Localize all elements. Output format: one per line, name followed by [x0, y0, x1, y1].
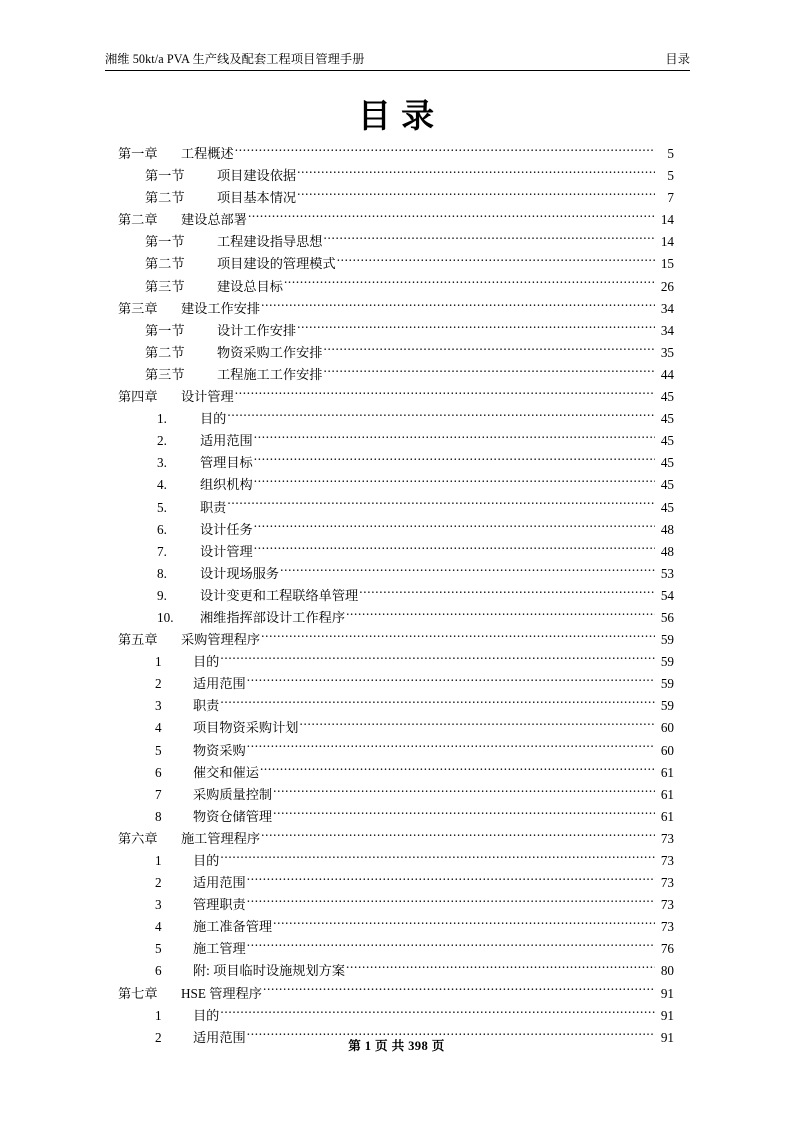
toc-entry[interactable]	[118, 474, 674, 496]
toc-leader-dots	[220, 653, 655, 666]
toc-entry[interactable]	[118, 253, 674, 275]
toc-entry-page-number: 60	[660, 720, 674, 736]
toc-entry-page-number: 5	[667, 168, 674, 184]
toc-leader-dots	[273, 808, 655, 821]
toc-entry-page-number: 48	[660, 521, 674, 537]
toc-entry-number: 9.	[157, 587, 167, 603]
toc-entry[interactable]	[118, 298, 674, 320]
toc-entry-page-number: 73	[660, 830, 674, 846]
toc-entry-page-number: 35	[660, 344, 674, 360]
toc-entry-page-number: 60	[660, 742, 674, 758]
toc-leader-dots	[260, 763, 655, 776]
toc-leader-dots	[284, 277, 655, 290]
toc-entry-label: 工程施工工作安排	[217, 366, 323, 382]
toc-entry-page-number: 26	[660, 278, 674, 294]
toc-entry-page-number: 45	[660, 477, 674, 493]
page-title: 目 录	[357, 99, 436, 135]
toc-leader-dots	[324, 233, 656, 246]
toc-entry-label: 设计工作安排	[217, 322, 297, 338]
toc-entry[interactable]	[118, 231, 674, 253]
toc-entry-number: 第二章	[118, 212, 158, 228]
toc-leader-dots	[247, 741, 655, 754]
toc-entry[interactable]	[118, 1005, 674, 1027]
toc-entry-label: 管理目标	[200, 455, 253, 471]
toc-entry[interactable]	[118, 386, 674, 408]
toc-entry-number: 2.	[157, 433, 167, 449]
toc-entry-page-number: 61	[660, 786, 674, 802]
toc-entry-label: 设计管理	[200, 543, 253, 559]
toc-entry-number: 第一节	[145, 168, 185, 184]
toc-entry-page-number: 73	[660, 853, 674, 868]
toc-entry[interactable]	[118, 364, 674, 386]
toc-entry-page-number: 34	[660, 300, 674, 316]
toc-entry-number: 3	[155, 698, 162, 714]
toc-entry[interactable]	[118, 717, 674, 739]
toc-entry[interactable]	[118, 143, 674, 165]
toc-entry[interactable]	[118, 938, 674, 960]
toc-entry-number: 第三节	[145, 366, 185, 382]
toc-entry-number: 6	[155, 764, 162, 780]
toc-entry-page-number: 54	[660, 587, 674, 603]
toc-entry-label: 设计管理	[181, 389, 234, 405]
toc-entry[interactable]	[118, 276, 674, 298]
toc-entry[interactable]	[118, 983, 674, 1005]
toc-entry-page-number: 45	[660, 411, 674, 427]
table-of-contents	[118, 143, 674, 1049]
toc-entry-page-number: 45	[660, 433, 674, 449]
toc-entry-number: 第三章	[118, 300, 158, 316]
toc-entry-label: 湘维指挥部设计工作程序	[200, 609, 346, 625]
toc-entry[interactable]	[118, 497, 674, 519]
toc-leader-dots	[248, 211, 655, 224]
toc-entry-label: 目的	[193, 654, 220, 670]
toc-entry-page-number: 91	[660, 1007, 674, 1023]
toc-entry-page-number: 53	[660, 565, 674, 581]
toc-entry-number: 3	[155, 897, 162, 913]
toc-entry-page-number: 59	[660, 654, 674, 670]
toc-entry-number: 5.	[157, 499, 167, 515]
toc-leader-dots	[235, 388, 655, 401]
toc-leader-dots	[227, 498, 655, 511]
toc-entry-number: 第七章	[118, 985, 158, 1001]
toc-entry[interactable]	[118, 342, 674, 364]
toc-leader-dots	[247, 874, 655, 887]
toc-entry[interactable]	[118, 430, 674, 452]
toc-entry-number: 4	[155, 919, 162, 935]
toc-entry-page-number: 7	[667, 190, 674, 206]
header-section-label: 目录	[665, 52, 690, 66]
toc-entry-page-number: 61	[660, 764, 674, 780]
toc-entry-label: 附: 项目临时设施规划方案	[193, 963, 346, 979]
toc-entry-number: 第四章	[118, 389, 158, 405]
toc-entry[interactable]	[118, 187, 674, 209]
toc-entry-number: 第一节	[145, 322, 185, 338]
toc-leader-dots	[324, 344, 656, 357]
toc-entry-page-number: 56	[660, 609, 674, 625]
toc-entry-page-number: 5	[667, 146, 674, 161]
toc-leader-dots	[254, 476, 655, 489]
toc-entry-number: 8.	[157, 565, 167, 581]
toc-entry-number: 7	[155, 786, 162, 802]
toc-leader-dots	[247, 675, 655, 688]
toc-entry-page-number: 76	[660, 941, 674, 957]
toc-entry-label: 设计变更和工程联络单管理	[200, 587, 359, 603]
toc-entry-label: 工程建设指导思想	[217, 234, 323, 250]
toc-entry[interactable]	[118, 519, 674, 541]
toc-leader-dots	[261, 299, 655, 312]
toc-entry[interactable]	[118, 673, 674, 695]
toc-entry-label: 采购管理程序	[181, 632, 261, 648]
toc-entry-label: 项目物资采购计划	[193, 720, 299, 736]
toc-entry-label: 建设总部署	[181, 212, 247, 228]
toc-entry-number: 第五章	[118, 632, 158, 648]
toc-entry-label: 设计任务	[200, 521, 253, 537]
toc-entry[interactable]	[118, 740, 674, 762]
toc-entry[interactable]	[118, 165, 674, 187]
toc-entry-number: 第一节	[145, 234, 185, 250]
toc-leader-dots	[261, 830, 655, 843]
toc-leader-dots	[297, 167, 655, 180]
toc-entry[interactable]	[118, 872, 674, 894]
toc-entry-number: 第二节	[145, 344, 185, 360]
toc-entry-page-number: 45	[660, 455, 674, 471]
toc-entry-page-number: 73	[660, 919, 674, 935]
toc-entry-number: 1	[155, 1007, 162, 1023]
toc-entry-page-number: 59	[660, 698, 674, 714]
toc-leader-dots	[235, 145, 655, 158]
toc-entry-label: 物资仓储管理	[193, 808, 273, 824]
toc-entry[interactable]	[118, 563, 674, 585]
toc-entry-label: 施工管理程序	[181, 830, 261, 846]
toc-entry[interactable]	[118, 828, 674, 850]
toc-entry-label: 适用范围	[193, 676, 246, 692]
toc-entry-page-number: 73	[660, 897, 674, 913]
toc-entry-number: 5	[155, 941, 162, 957]
toc-entry[interactable]	[118, 762, 674, 784]
toc-entry[interactable]	[118, 585, 674, 607]
toc-entry[interactable]	[118, 209, 674, 231]
toc-leader-dots	[247, 940, 655, 953]
toc-leader-dots	[273, 918, 655, 931]
toc-entry-page-number: 91	[660, 1029, 674, 1045]
toc-leader-dots	[227, 410, 655, 423]
header-document-title: 湘维 50kt/a PVA 生产线及配套工程项目管理手册	[105, 52, 365, 66]
toc-entry[interactable]	[118, 806, 674, 828]
toc-entry-label: 适用范围	[193, 875, 246, 891]
toc-entry-page-number: 48	[660, 543, 674, 559]
toc-entry-number: 6.	[157, 521, 167, 537]
toc-entry-number: 1.	[157, 411, 167, 427]
toc-entry-page-number: 34	[660, 322, 674, 338]
toc-entry-label: 职责	[200, 499, 227, 515]
page-footer: 第 1 页 共 398 页	[348, 1039, 445, 1053]
toc-entry-label: 工程概述	[181, 146, 234, 161]
running-header	[105, 52, 690, 71]
toc-entry-number: 2	[155, 875, 162, 891]
toc-entry-label: 催交和催运	[193, 764, 259, 780]
toc-entry[interactable]	[118, 408, 674, 430]
toc-entry-number: 6	[155, 963, 162, 979]
toc-entry-label: HSE 管理程序	[181, 985, 262, 1001]
toc-entry-number: 8	[155, 808, 162, 824]
toc-entry-page-number: 45	[660, 389, 674, 405]
toc-entry-label: 管理职责	[193, 897, 246, 913]
toc-entry-label: 项目建设依据	[217, 168, 297, 184]
toc-entry-label: 目的	[193, 1007, 220, 1023]
toc-entry-label: 建设总目标	[217, 278, 283, 294]
toc-entry[interactable]	[118, 651, 674, 673]
toc-leader-dots	[247, 896, 655, 909]
toc-leader-dots	[220, 852, 655, 865]
toc-entry[interactable]	[118, 452, 674, 474]
toc-leader-dots	[220, 1006, 655, 1019]
toc-entry-page-number: 45	[660, 499, 674, 515]
toc-entry-page-number: 73	[660, 875, 674, 891]
toc-leader-dots	[254, 543, 655, 556]
toc-leader-dots	[346, 962, 655, 975]
toc-entry-label: 目的	[193, 853, 220, 868]
toc-entry-number: 第二节	[145, 256, 185, 272]
toc-entry-label: 适用范围	[200, 433, 253, 449]
toc-leader-dots	[254, 520, 655, 533]
toc-leader-dots	[254, 432, 655, 445]
toc-entry-page-number: 61	[660, 808, 674, 824]
toc-entry-label: 目的	[200, 411, 227, 427]
toc-entry-number: 5	[155, 742, 162, 758]
toc-entry-number: 1	[155, 654, 162, 670]
toc-entry[interactable]	[118, 916, 674, 938]
toc-leader-dots	[324, 366, 656, 379]
toc-leader-dots	[297, 189, 655, 202]
toc-entry-label: 施工准备管理	[193, 919, 273, 935]
toc-entry-number: 10.	[157, 609, 174, 625]
toc-leader-dots	[297, 322, 655, 335]
toc-entry-number: 第六章	[118, 830, 158, 846]
toc-entry[interactable]	[118, 607, 674, 629]
toc-entry-number: 2	[155, 676, 162, 692]
toc-entry[interactable]	[118, 894, 674, 916]
toc-leader-dots	[346, 609, 655, 622]
toc-entry-number: 1	[155, 853, 162, 868]
toc-leader-dots	[220, 697, 655, 710]
toc-entry-number: 2	[155, 1029, 162, 1045]
toc-entry[interactable]	[118, 784, 674, 806]
toc-entry-page-number: 14	[660, 212, 674, 228]
toc-entry-number: 第二节	[145, 190, 185, 206]
toc-entry-label: 物资采购工作安排	[217, 344, 323, 360]
toc-entry-label: 职责	[193, 698, 220, 714]
toc-leader-dots	[300, 719, 656, 732]
toc-leader-dots	[273, 786, 655, 799]
toc-entry-page-number: 80	[660, 963, 674, 979]
toc-entry-label: 项目基本情况	[217, 190, 297, 206]
toc-leader-dots	[254, 454, 655, 467]
toc-entry-number: 第一章	[118, 146, 158, 161]
toc-entry[interactable]	[118, 541, 674, 563]
toc-entry-number: 7.	[157, 543, 167, 559]
toc-entry-number: 第三节	[145, 278, 185, 294]
toc-entry-label: 组织机构	[200, 477, 253, 493]
toc-entry-page-number: 59	[660, 632, 674, 648]
toc-entry-number: 3.	[157, 455, 167, 471]
toc-entry[interactable]	[118, 320, 674, 342]
toc-entry[interactable]	[118, 629, 674, 651]
toc-entry-page-number: 59	[660, 676, 674, 692]
toc-entry-label: 设计现场服务	[200, 565, 280, 581]
toc-entry-label: 施工管理	[193, 941, 246, 957]
toc-entry-page-number: 91	[660, 985, 674, 1001]
toc-entry[interactable]	[118, 695, 674, 717]
toc-entry[interactable]	[118, 850, 674, 872]
toc-entry-number: 4.	[157, 477, 167, 493]
toc-entry-page-number: 14	[660, 234, 674, 250]
toc-entry-page-number: 15	[660, 256, 674, 272]
toc-leader-dots	[337, 255, 655, 268]
toc-entry-label: 适用范围	[193, 1029, 246, 1045]
toc-entry-page-number: 44	[660, 366, 674, 382]
toc-entry-number: 4	[155, 720, 162, 736]
toc-leader-dots	[359, 587, 655, 600]
toc-entry-label: 项目建设的管理模式	[217, 256, 336, 272]
toc-entry[interactable]	[118, 960, 674, 982]
toc-leader-dots	[280, 565, 655, 578]
toc-entry-label: 物资采购	[193, 742, 246, 758]
toc-entry-label: 建设工作安排	[181, 300, 261, 316]
toc-leader-dots	[261, 631, 655, 644]
toc-entry-label: 采购质量控制	[193, 786, 273, 802]
toc-leader-dots	[263, 984, 655, 997]
